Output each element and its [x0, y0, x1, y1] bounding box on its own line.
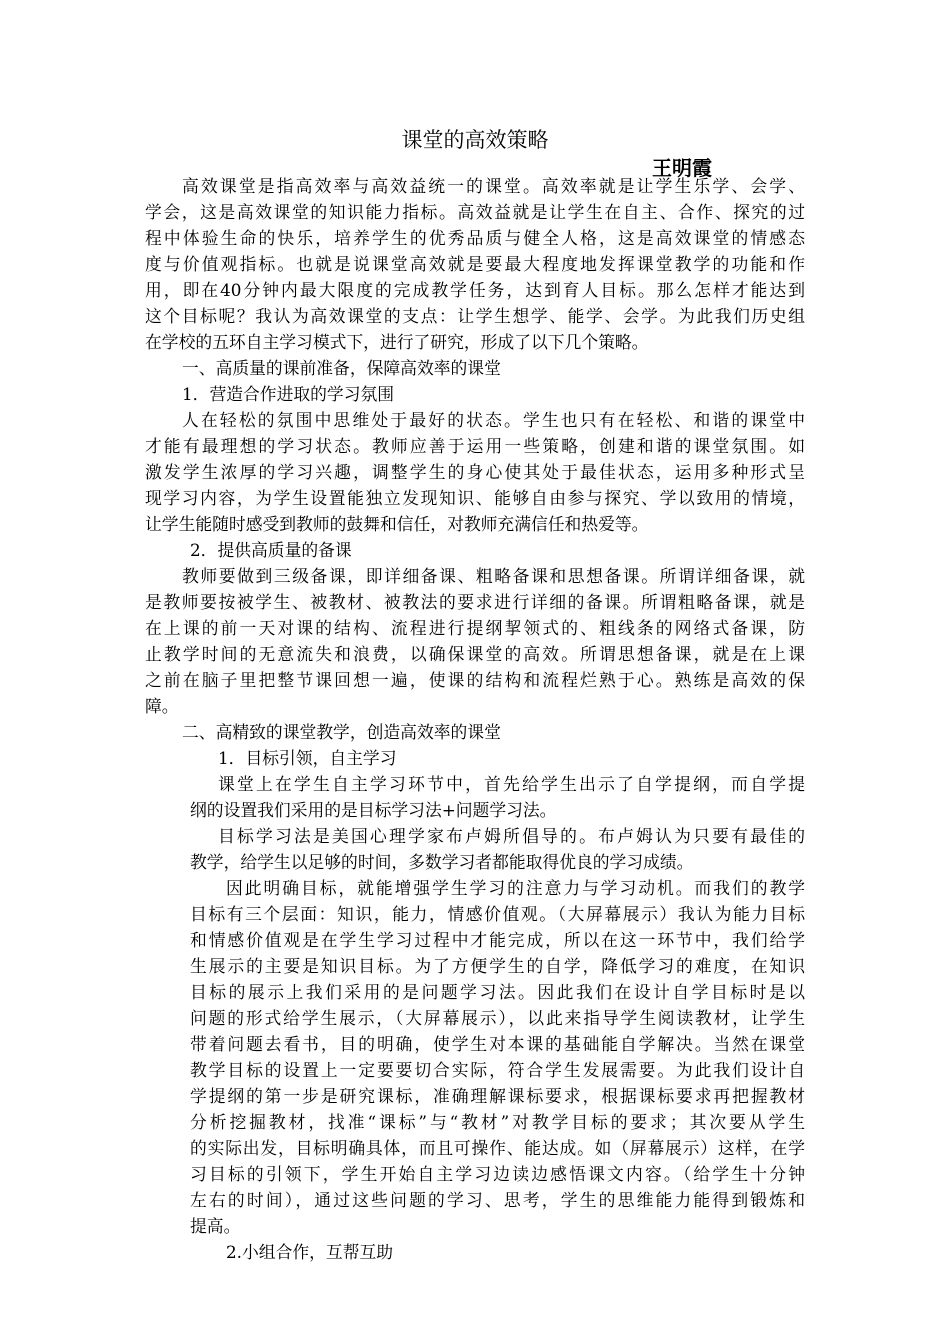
paragraph-line: 用，即在40分钟内最大限度的完成教学任务，达到育人目标。那么怎样才能达到: [145, 280, 805, 300]
section-heading: 一、高质量的课前准备，保障高效率的课堂: [182, 358, 501, 378]
paragraph-line: 激发学生浓厚的学习兴趣，调整学生的身心使其处于最佳状态，运用多种形式呈: [145, 462, 805, 482]
paragraph-line: 教学目标的设置上一定要要切合实际，符合学生发展需要。为此我们设计自: [190, 1060, 805, 1080]
paragraph-line: 才能有最理想的学习状态。教师应善于运用一些策略，创建和谐的课堂氛围。如: [145, 436, 805, 456]
paragraph-line: 之前在脑子里把整节课回想一遍，使课的结构和流程烂熟于心。熟练是高效的保: [145, 670, 805, 690]
section-heading: 二、高精致的课堂教学，创造高效率的课堂: [182, 722, 501, 742]
paragraph-line: 目标学习法是美国心理学家布卢姆所倡导的。布卢姆认为只要有最佳的: [218, 826, 805, 846]
paragraph-line: 纲的设置我们采用的是目标学习法+问题学习法。: [190, 800, 557, 820]
paragraph-line: 习目标的引领下，学生开始自主学习边读边感悟课文内容。（给学生十分钟: [190, 1164, 805, 1184]
paragraph-line: 目标的展示上我们采用的是问题学习法。因此我们在设计自学目标时是以: [190, 982, 805, 1002]
document-title: 课堂的高效策略: [401, 128, 549, 152]
paragraph-line: 问题的形式给学生展示，（大屏幕展示），以此来指导学生阅读教材，让学生: [190, 1008, 805, 1028]
paragraph-line: 程中体验生命的快乐，培养学生的优秀品质与健全人格，这是高效课堂的情感态: [145, 228, 805, 248]
paragraph-line: 因此明确目标，就能增强学生学习的注意力与学习动机。而我们的教学: [226, 878, 805, 898]
paragraph-line: 度与价值观指标。也就是说课堂高效就是要最大程度地发挥课堂教学的功能和作: [145, 254, 805, 274]
paragraph-line: 生展示的主要是知识目标。为了方便学生的自学，降低学习的难度，在知识: [190, 956, 805, 976]
paragraph-line: 分析挖掘教材，找准“课标”与“教材”对教学目标的要求；其次要从学生: [190, 1112, 805, 1132]
paragraph-line: 人在轻松的氛围中思维处于最好的状态。学生也只有在轻松、和谐的课堂中: [182, 410, 805, 430]
paragraph-line: 和情感价值观是在学生学习过程中才能完成，所以在这一环节中，我们给学: [190, 930, 805, 950]
subsection-heading: 2.小组合作，互帮互助: [226, 1242, 394, 1262]
subsection-heading: 1．目标引领，自主学习: [218, 748, 397, 768]
paragraph-line: 高效课堂是指高效率与高效益统一的课堂。高效率就是让学生乐学、会学、: [182, 176, 805, 196]
paragraph-line: 学提纲的第一步是研究课标，准确理解课标要求，根据课标要求再把握教材: [190, 1086, 805, 1106]
paragraph-line: 目标有三个层面：知识，能力，情感价值观。（大屏幕展示）我认为能力目标: [190, 904, 805, 924]
paragraph-line: 提高。: [190, 1216, 241, 1236]
paragraph-line: 这个目标呢？我认为高效课堂的支点：让学生想学、能学、会学。为此我们历史组: [145, 306, 805, 326]
paragraph-line: 教学，给学生以足够的时间，多数学习者都能取得优良的学习成绩。: [190, 852, 694, 872]
author-name: 王明霞: [652, 156, 712, 180]
paragraph-line: 的实际出发，目标明确具体，而且可操作、能达成。如（屏幕展示）这样，在学: [190, 1138, 805, 1158]
paragraph-line: 学会，这是高效课堂的知识能力指标。高效益就是让学生在自主、合作、探究的过: [145, 202, 805, 222]
paragraph-line: 在学校的五环自主学习模式下，进行了研究，形成了以下几个策略。: [145, 332, 649, 352]
paragraph-line: 是教师要按被学生、被教材、被教法的要求进行详细的备课。所谓粗略备课，就是: [145, 592, 805, 612]
paragraph-line: 让学生能随时感受到教师的鼓舞和信任，对教师充满信任和热爱等。: [145, 514, 649, 534]
subsection-heading: 1．营造合作进取的学习氛围: [182, 384, 395, 404]
paragraph-line: 障。: [145, 696, 179, 716]
paragraph-line: 止教学时间的无意流失和浪费，以确保课堂的高效。所谓思想备课，就是在上课: [145, 644, 805, 664]
paragraph-line: 现学习内容，为学生设置能独立发现知识、能够自由参与探究、学以致用的情境，: [145, 488, 805, 508]
paragraph-line: 在上课的前一天对课的结构、流程进行提纲挈领式的、粗线条的网络式备课，防: [145, 618, 805, 638]
paragraph-line: 教师要做到三级备课，即详细备课、粗略备课和思想备课。所谓详细备课，就: [182, 566, 805, 586]
subsection-heading: 2．提供高质量的备课: [190, 540, 352, 560]
paragraph-line: 课堂上在学生自主学习环节中，首先给学生出示了自学提纲，而自学提: [218, 774, 805, 794]
paragraph-line: 带着问题去看书，目的明确，使学生对本课的基础能自学解决。当然在课堂: [190, 1034, 805, 1054]
paragraph-line: 左右的时间），通过这些问题的学习、思考，学生的思维能力能得到锻炼和: [190, 1190, 805, 1210]
